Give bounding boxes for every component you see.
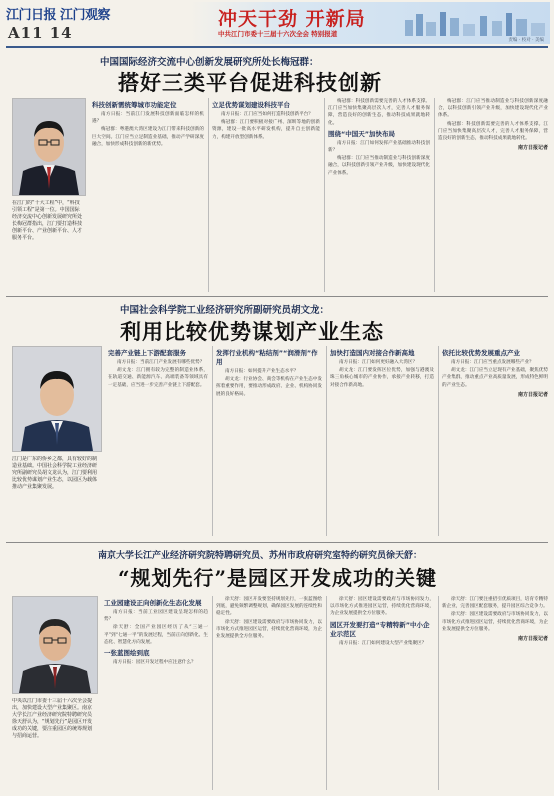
article1-column-4 — [438, 98, 548, 292]
article2-column-3 — [330, 346, 434, 536]
paragraph: 胡文龙：江门要发挥区位优势，加强与港澳及珠三角核心城市的产业协作，承接产业转移，打造对接合作新高地。 — [330, 368, 434, 388]
column-divider — [212, 346, 213, 536]
article2-column-4 — [442, 346, 548, 536]
section-logo — [6, 4, 146, 23]
section-name: 江门观察 — [60, 8, 111, 23]
paragraph: 南方日报：园区开发过程中应注意什么？ — [113, 660, 196, 666]
subhead: 围绕“中国天”加快布局 — [328, 129, 396, 138]
article3-portrait — [12, 596, 98, 694]
subhead: 园区开发要打造“专精特新”中小企业示范区 — [330, 620, 430, 638]
subhead: 立足优势谋划建设科技平台 — [212, 101, 290, 109]
column-divider — [438, 596, 439, 790]
article1-headline: 搭好三类平台促进科技创新 — [118, 70, 382, 95]
subhead: 发挥行业机构“粘结剂”“润滑剂”作用 — [216, 349, 318, 366]
banner-slogan: 冲天干劲 开新局 — [218, 8, 366, 30]
article3-kicker: 南京大学长江产业经济研究院特聘研究员、苏州市政府研究室特约研究员徐天舒： — [98, 551, 423, 561]
paragraph: 徐天舒：全国产业园区经历了从“三通一平”到“七通一平”的发展过程，当前正向创新化、生态化、智慧化方向发展。 — [104, 625, 208, 645]
paragraph: 徐天舒：园区开发要坚持规划先行，一张蓝图绘到底，避免频繁调整规划，确保园区发展的连续性和稳定性。 — [216, 597, 322, 617]
subhead: 加快打造国内对接合作新高地 — [330, 349, 415, 357]
paragraph: 南方日报：当前工业园区建设呈现怎样的趋势？ — [104, 610, 208, 623]
column-divider — [326, 346, 327, 536]
paragraph: 南方日报：江门应当如何打造科技创新平台？ — [221, 112, 313, 117]
article2-column-2 — [216, 346, 322, 536]
banner-credits: 责编 · 校对 · 美编 — [508, 38, 544, 43]
article1-author: 南方日报记者 — [517, 145, 548, 152]
subhead: 科技创新需统筹城市功能定位 — [92, 101, 177, 109]
article2-kicker: 中国社会科学院工业经济研究所副研究员胡文龙： — [120, 305, 330, 316]
paragraph: 胡文龙：江门拥有较为完整的制造业体系，在轨道交通、新能源汽车、高端装备等领域具有一定基础，应当进一步完善产业链上下游配套。 — [108, 368, 208, 388]
paragraph: 南方日报：江门如何建设大型产业集聚区？ — [339, 640, 427, 646]
section-divider — [6, 296, 548, 297]
article2-column-1 — [108, 346, 208, 536]
paragraph: 南方日报：如何提升产业生态水平？ — [225, 369, 299, 374]
article3-column-3 — [330, 596, 434, 790]
article3-caption: 中央以江门市委十三届十六次全会提出，加快建设大型产业集聚区。南京大学长江产业经济研究院特聘研究员徐天舒认为，“规划先行”是园区开发成功的关键，要注重园区的统筹规划与招商运营。 — [12, 698, 93, 739]
article2-caption: 江门是广东的侨乡之都，具有较好的制造业基础。中国社会科学院工业经济研究所副研究员胡文龙认为，江门要利用比较优势谋划产业生态，以园区为载体推动产业集聚发展。 — [12, 456, 98, 490]
article3-column-2 — [216, 596, 322, 790]
subhead: 工业园建设正向创新化生态化发展 — [104, 599, 202, 607]
article3-headline: “规划先行”是园区开发成功的关键 — [118, 566, 438, 590]
paragraph: 胡文龙：行业协会、商会等机构在产业生态中发挥着重要作用，要推动形成政府、企业、机构协同发展的良好格局。 — [216, 377, 322, 397]
article1-column-3 — [328, 98, 430, 292]
city-skyline-image — [400, 10, 550, 36]
column-divider — [326, 596, 327, 790]
masthead — [6, 4, 146, 42]
column-divider — [212, 596, 213, 790]
column-divider — [438, 346, 439, 536]
article2-author: 南方日报记者 — [517, 391, 548, 398]
paragraph: 胡文龙：江门应当立足现有产业基础，聚焦优势产业集群，推动重点产业高质量发展，形成特色鲜明的产业生态。 — [442, 368, 548, 388]
paragraph: 梅冠群：江门应当推动制造业与科技创新深度融合，以科技创新引领产业升级，加快建设现代化产业体系。 — [328, 156, 430, 176]
special-banner — [190, 2, 550, 44]
portrait-man-glasses-icon — [13, 99, 85, 195]
header-rule — [6, 46, 548, 48]
paragraph: 梅冠群：粤港澳大湾区建设为江门带来科技创新的巨大空间。江门应当立足制造业基础，推动产学研深度融合，加快形成科技创新的新优势。 — [92, 127, 204, 147]
paragraph: 梅冠群：江门要积极对接广州、深圳等地的创新资源，建设一批高水平研发机构，提升自主创新能力，构建开放型创新体系。 — [212, 120, 320, 140]
paragraph: 南方日报：当前江门发展科技创新面临怎样的机遇？ — [92, 112, 204, 125]
portrait-man-suit-icon — [13, 347, 101, 451]
page-folio: A11 14 — [8, 24, 73, 42]
subhead: 完善产业链上下游配套服务 — [108, 349, 186, 357]
paragraph: 徐天舒：园区建设需要政府与市场协同发力，以市场化方式推进园区运营，持续优化营商环境，为企业发展提供全方位服务。 — [216, 619, 322, 640]
paragraph: 南方日报：江门应当重点发展哪些产业？ — [451, 360, 534, 365]
article3-author: 南方日报记者 — [517, 636, 548, 643]
column-divider — [434, 98, 435, 292]
article1-column-1 — [92, 98, 204, 292]
paragraph: 徐天舒：园区建设需要政府与市场协同发力，以市场化方式推进园区运营，持续优化营商环境，为企业发展提供全方位服务。 — [442, 612, 548, 632]
article1-column-2 — [212, 98, 320, 292]
paragraph: 梅冠群：科技创新需要完善的人才体系支撑。江门应当加快集聚高层次人才，完善人才服务保障，营造良好的创新生态，推动科技成果就地转化。 — [328, 99, 430, 126]
column-divider — [324, 98, 325, 292]
paragraph: 梅冠群：科技创新需要完善的人才体系支撑。江门应当加快集聚高层次人才，完善人才服务保障，营造良好的创新生态，推动科技成果就地转化。 — [438, 121, 548, 142]
paper-name: 江门日报 — [6, 8, 57, 23]
banner-subtitle: 中共江门市委十三届十六次全会 特别报道 — [218, 30, 338, 38]
portrait-man-glasses-icon — [13, 597, 97, 693]
paragraph: 南方日报：当前江门产业发展有哪些优势？ — [117, 360, 205, 365]
article2-headline: 利用比较优势谋划产业生态 — [120, 319, 384, 344]
paragraph: 南方日报：江门如何发挥产业基础推动科技创新？ — [328, 140, 430, 154]
article3-column-1 — [104, 596, 208, 790]
subhead: 依托比较优势发展重点产业 — [442, 349, 520, 357]
article1-kicker: 中国国际经济交流中心创新发展研究所处长梅冠群： — [100, 57, 319, 68]
column-divider — [208, 98, 209, 292]
paragraph: 徐天舒：江门要注重招引优质项目，培育专精特新企业，完善园区配套服务，提升园区综合竞争力。 — [442, 597, 548, 610]
paragraph: 梅冠群：江门应当推动制造业与科技创新深度融合，以科技创新引领产业升级，加快建设现代化产业体系。 — [438, 99, 548, 119]
article1-portrait — [12, 98, 86, 196]
article2-portrait — [12, 346, 102, 452]
article3-column-4 — [442, 596, 548, 790]
article1-caption: 在江门的“十大工程”中，“科技引领工程”是第一位。中国国际经济交流中心创新发展研究所处长梅冠群指出，江门要打造科技创新平台、产业创新平台、人才服务平台。 — [12, 200, 83, 241]
section-divider — [6, 542, 548, 543]
paragraph: 南方日报：江门如何更好融入大湾区？ — [339, 360, 418, 365]
paragraph: 徐天舒：园区建设需要政府与市场协同发力，以市场化方式推进园区运营，持续优化营商环境，为企业发展提供全方位服务。 — [330, 597, 434, 617]
subhead: 一张蓝图绘到底 — [104, 649, 150, 658]
